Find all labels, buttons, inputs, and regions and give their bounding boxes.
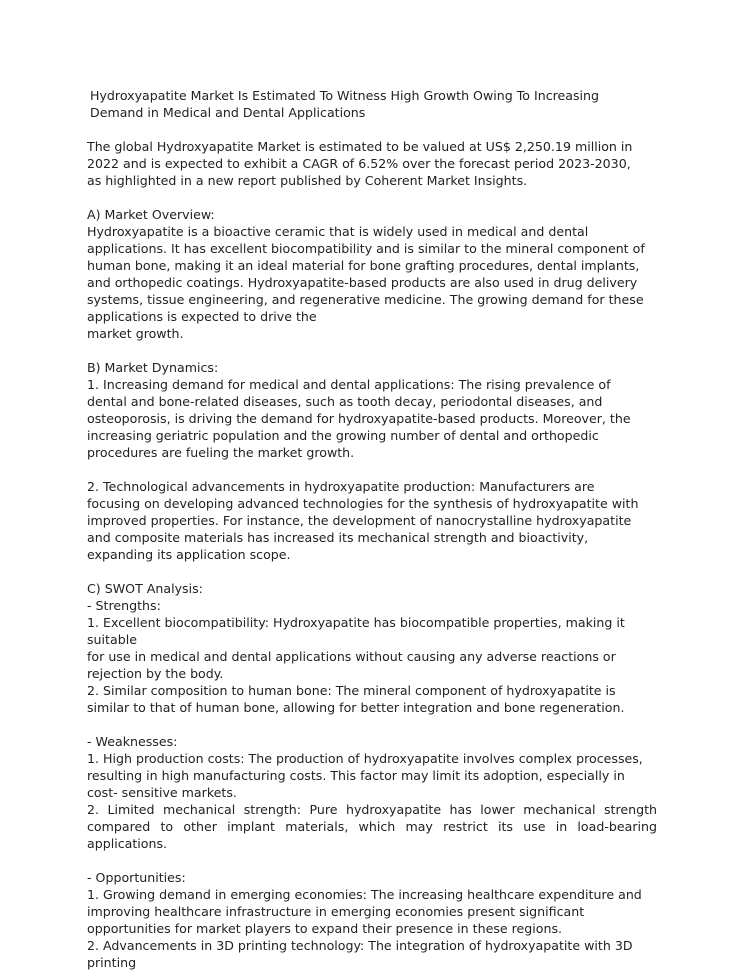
strengths-line: for use in medical and dental applications without causing any adverse reactions or (87, 649, 616, 664)
title-line-1: Hydroxyapatite Market Is Estimated To Witness High Growth Owing To Increasing (90, 88, 600, 103)
swot-heading: C) SWOT Analysis: (87, 581, 203, 596)
dynamics-point2-line: focusing on developing advanced technologies for the synthesis of hydroxyapatite with (87, 496, 639, 511)
dynamics-point1-line: dental and bone-related diseases, such as tooth decay, periodontal diseases, and (87, 394, 603, 409)
overview-line: and orthopedic coatings. Hydroxyapatite-based products are also used in drug delivery (87, 275, 638, 290)
dynamics-point1-line: increasing geriatric population and the growing number of dental and orthopedic (87, 428, 599, 443)
dynamics-point2-line: and composite materials has increased its mechanical strength and bioactivity, (87, 530, 589, 545)
opportunities-line: improving healthcare infrastructure in emerging economies present significant (87, 904, 585, 919)
weaknesses-line: resulting in high manufacturing costs. This factor may limit its adoption, especially in (87, 768, 625, 783)
intro-line: The global Hydroxyapatite Market is estimated to be valued at US$ 2,250.19 million in (87, 139, 633, 154)
weaknesses-justified-line: compared to other implant materials, which may restrict its use in load-bearing (87, 819, 657, 834)
strengths-line: 2. Similar composition to human bone: The mineral component of hydroxyapatite is (87, 683, 616, 698)
weaknesses-line: cost- sensitive markets. (87, 785, 237, 800)
dynamics-point1-line: 1. Increasing demand for medical and dental applications: The rising prevalence of (87, 377, 611, 392)
overview-heading: A) Market Overview: (87, 207, 215, 222)
document-body (87, 87, 657, 971)
intro-line: 2022 and is expected to exhibit a CAGR of 6.52% over the forecast period 2023-2030, (87, 156, 631, 171)
weaknesses-label: - Weaknesses: (87, 734, 178, 749)
weaknesses-last-line: applications. (87, 836, 168, 851)
overview-line: applications is expected to drive the (87, 309, 317, 324)
dynamics-heading: B) Market Dynamics: (87, 360, 219, 375)
strengths-line: suitable (87, 632, 137, 647)
weaknesses-line: 1. High production costs: The production of hydroxyapatite involves complex processes, (87, 751, 643, 766)
opportunities-label: - Opportunities: (87, 870, 186, 885)
intro-line: as highlighted in a new report published by Coherent Market Insights. (87, 173, 528, 188)
title-line-2: Demand in Medical and Dental Applications (90, 105, 366, 120)
opportunities-line: 1. Growing demand in emerging economies: The increasing healthcare expenditure and (87, 887, 642, 902)
strengths-line: rejection by the body. (87, 666, 224, 681)
strengths-line: similar to that of human bone, allowing for better integration and bone regeneration. (87, 700, 625, 715)
overview-line: systems, tissue engineering, and regenerative medicine. The growing demand for these (87, 292, 644, 307)
overview-line: Hydroxyapatite is a bioactive ceramic that is widely used in medical and dental (87, 224, 589, 239)
overview-line: applications. It has excellent biocompatibility and is similar to the mineral component of (87, 241, 645, 256)
dynamics-point1-line: osteoporosis, is driving the demand for hydroxyapatite-based products. Moreover, the (87, 411, 631, 426)
dynamics-point2-line: improved properties. For instance, the development of nanocrystalline hydroxyapatite (87, 513, 632, 528)
opportunities-line: printing (87, 955, 137, 970)
dynamics-point2-line: expanding its application scope. (87, 547, 291, 562)
overview-line: market growth. (87, 326, 184, 341)
strengths-line: 1. Excellent biocompatibility: Hydroxyapatite has biocompatible properties, making it (87, 615, 625, 630)
dynamics-point1-line: procedures are fueling the market growth. (87, 445, 355, 460)
dynamics-point2-line: 2. Technological advancements in hydroxyapatite production: Manufacturers are (87, 479, 595, 494)
opportunities-line: 2. Advancements in 3D printing technology: The integration of hydroxyapatite with 3D (87, 938, 633, 953)
opportunities-line: opportunities for market players to expand their presence in these regions. (87, 921, 563, 936)
overview-line: human bone, making it an ideal material for bone grafting procedures, dental implants, (87, 258, 640, 273)
strengths-label: - Strengths: (87, 598, 161, 613)
weaknesses-justified-line: 2. Limited mechanical strength: Pure hydroxyapatite has lower mechanical strength (87, 802, 657, 817)
